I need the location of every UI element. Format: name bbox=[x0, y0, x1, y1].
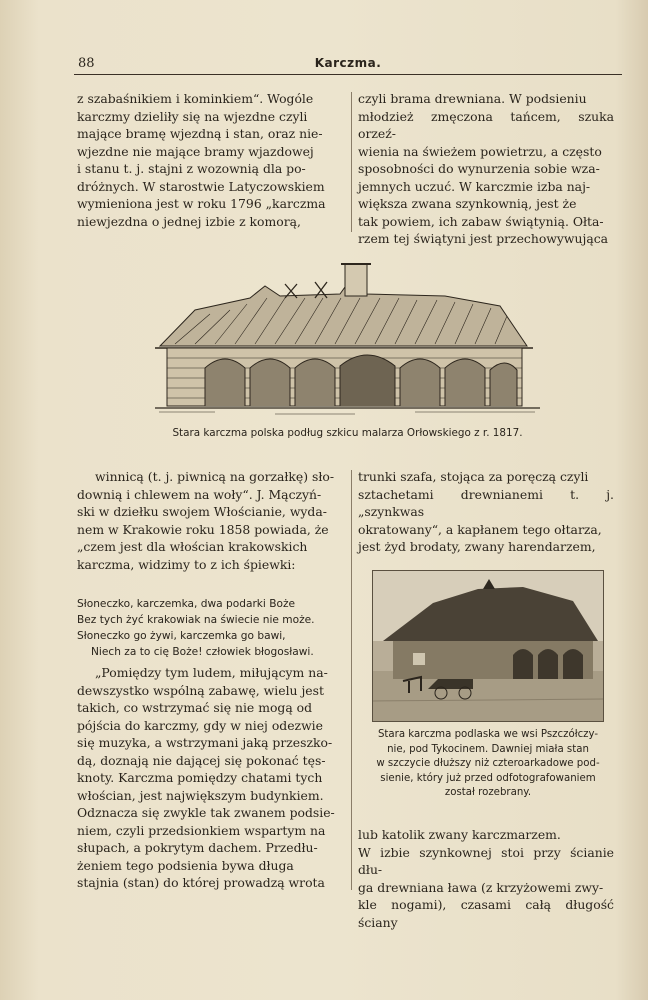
column-divider bbox=[351, 470, 352, 890]
column-left-top bbox=[77, 90, 343, 230]
caption-line: Stara karczma podlaska we wsi Pszczółczy- bbox=[377, 729, 599, 740]
text-line: sztachetami drewnianemi t. j. „szynkwas bbox=[358, 486, 614, 519]
text-line: „czem jest dla włościan krakowskich bbox=[77, 539, 308, 554]
text-line: dą, doznają nie dającej się pokonać tęs- bbox=[77, 752, 326, 768]
text-line: knoty. Karczma pomiędzy chatami tych bbox=[77, 770, 323, 785]
text-line: wymieniona jest w roku 1796 „karczma bbox=[77, 196, 326, 211]
column-right-top bbox=[358, 90, 614, 248]
text-line: Odznacza się zwykle tak zwanem podsie- bbox=[77, 805, 335, 820]
verse-line: Niech za to cię Boże! człowiek błogosławi. bbox=[91, 646, 314, 658]
text-line: niewjezdna o jednej izbie z komorą, bbox=[77, 213, 301, 229]
column-right-bottom bbox=[358, 826, 614, 931]
text-line: młodzież zmęczona tańcem, szuka orzeź- bbox=[358, 108, 614, 141]
header-rule bbox=[74, 74, 622, 75]
text-line: czyli brama drewniana. W podsieniu bbox=[358, 91, 587, 106]
text-line: nem w Krakowie roku 1858 powiada, że bbox=[77, 521, 329, 537]
caption-line: w szczycie dłuższy niż czteroarkadowe pod- bbox=[376, 758, 600, 769]
inn-photograph bbox=[372, 570, 604, 722]
text-line: W izbie szynkownej stoi przy ścianie dłu- bbox=[358, 844, 614, 877]
page-header bbox=[78, 56, 618, 74]
text-line: sposobności do wynurzenia sobie wza- bbox=[358, 161, 600, 176]
text-line: okratowany“, a kapłanem tego ołtarza, bbox=[358, 521, 602, 537]
text-line: wjezdne nie mające bramy wjazdowej bbox=[77, 143, 314, 159]
figure1-caption: Stara karczma polska podług szkicu malarza Orłowskiego z r. 1817. bbox=[172, 427, 523, 439]
page-number: 88 bbox=[78, 56, 95, 71]
text-line: „Pomiędzy tym ludem, miłującym na- bbox=[95, 665, 328, 680]
verse-line: Słoneczko go żywi, karczemka go bawi, bbox=[77, 630, 286, 642]
text-line: ski w dziełku swojem Włościanie, wyda- bbox=[77, 504, 327, 519]
text-line: i stanu t. j. stajni z wozownią dla po- bbox=[77, 161, 306, 176]
text-line: pójścia do karczmy, gdy w niej odezwie bbox=[77, 717, 323, 733]
text-line: karczmy dzieliły się na wjezdne czyli bbox=[77, 108, 308, 124]
text-line: stajnia (stan) do której prowadzą wrota bbox=[77, 875, 325, 890]
text-line: takich, co wstrzymać się nie mogą od bbox=[77, 700, 313, 715]
text-line: downią i chlewem na woły“. J. Mączyń- bbox=[77, 486, 322, 502]
text-line: słupach, a pokrytym dachem. Przedłu- bbox=[77, 840, 318, 855]
text-line: tak powiem, ich zabaw świątynią. Ołta- bbox=[358, 213, 604, 229]
text-line: dewszystko wspólną zabawę, wielu jest bbox=[77, 682, 324, 698]
text-line: jest żyd brodaty, zwany harendarzem, bbox=[358, 539, 596, 554]
text-line: się muzyka, a wstrzymani jaką przeszko- bbox=[77, 735, 333, 750]
text-line: z szabaśnikiem i kominkiem“. Wogóle bbox=[77, 91, 314, 106]
inn-sketch-illustration bbox=[155, 258, 540, 418]
text-line: niem, czyli przedsionkiem wspartym na bbox=[77, 822, 326, 838]
column-left-bottom bbox=[77, 664, 343, 892]
text-line: ga drewniana ława (z krzyżowemi zwy- bbox=[358, 879, 604, 895]
figure2-caption bbox=[362, 728, 614, 801]
text-line: wienia na świeżem powietrzu, a często bbox=[358, 143, 602, 159]
verse-line: Bez tych żyć krakowiak na świecie nie może. bbox=[77, 614, 315, 626]
text-line: rzem tej świątyni jest przechowywująca bbox=[358, 231, 609, 246]
column-left-middle bbox=[77, 468, 343, 573]
text-line: kle nogami), czasami całą długość ściany bbox=[358, 897, 614, 930]
running-title: Karczma. bbox=[314, 56, 382, 70]
text-line: karczma, widzimy to z ich śpiewki: bbox=[77, 556, 296, 572]
caption-line: nie, pod Tykocinem. Dawniej miała stan bbox=[387, 743, 589, 755]
text-line: żeniem tego podsienia bywa długa bbox=[77, 857, 294, 873]
column-right-middle bbox=[358, 468, 614, 556]
text-line: większa zwana szynkownią, jest że bbox=[358, 196, 577, 211]
caption-line: został rozebrany. bbox=[444, 787, 532, 798]
text-line: włościan, jest największym budynkiem. bbox=[77, 787, 324, 803]
text-line: winnicą (t. j. piwnicą na gorzałkę) sło- bbox=[95, 469, 335, 484]
text-line: trunki szafa, stojąca za poręczą czyli bbox=[358, 469, 589, 484]
text-line: lub katolik zwany karczmarzem. bbox=[358, 827, 561, 842]
folk-song-verse bbox=[77, 596, 349, 660]
column-divider bbox=[351, 92, 352, 232]
verse-line: Słoneczko, karczemka, dwa podarki Boże bbox=[77, 598, 296, 610]
text-line: mające bramę wjezdną i stan, oraz nie- bbox=[77, 126, 323, 141]
text-line: dróżnych. W starostwie Latyczowskiem bbox=[77, 178, 325, 194]
text-line: jemnych uczuć. W karczmie izba naj- bbox=[358, 178, 591, 194]
caption-line: sienie, który już przed odfotografowaniem bbox=[380, 772, 596, 784]
